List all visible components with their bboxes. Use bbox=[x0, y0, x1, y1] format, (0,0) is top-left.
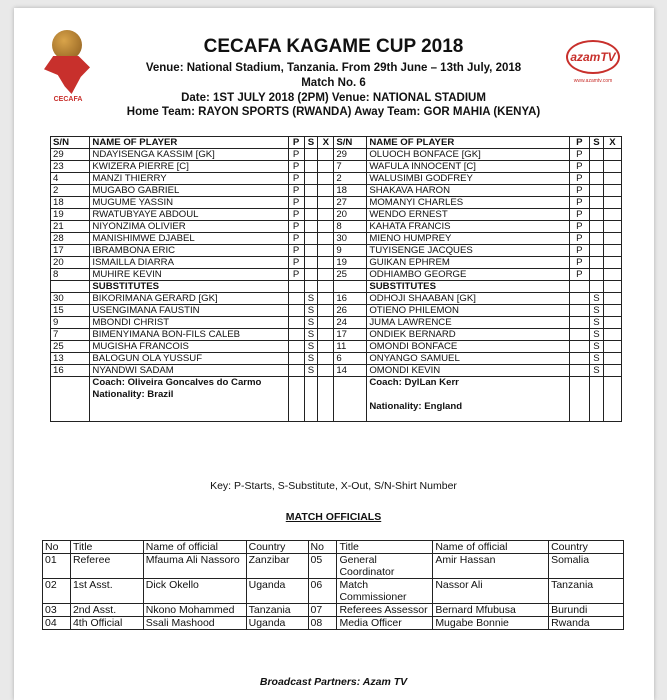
status-p: P bbox=[288, 173, 304, 185]
table-cell bbox=[318, 281, 334, 293]
player-name: MBONDI CHRIST bbox=[90, 317, 288, 329]
status-x bbox=[603, 173, 621, 185]
status-p: P bbox=[288, 257, 304, 269]
col-header: Title bbox=[337, 541, 433, 554]
status-s bbox=[304, 245, 318, 257]
player-name: ONDIEK BERNARD bbox=[367, 329, 569, 341]
status-x bbox=[318, 317, 334, 329]
official-row bbox=[43, 579, 624, 604]
official-name: Mugabe Bonnie bbox=[433, 617, 549, 630]
official-number: 04 bbox=[43, 617, 71, 630]
official-title: Referee bbox=[70, 554, 143, 579]
status-x bbox=[318, 233, 334, 245]
venue-line: Venue: National Stadium, Tanzania. From 29th June – 13th July, 2018 bbox=[145, 62, 522, 74]
shirt-number: 7 bbox=[51, 329, 90, 341]
status-p: P bbox=[569, 245, 589, 257]
official-name: Amir Hassan bbox=[433, 554, 549, 579]
starter-row bbox=[51, 221, 622, 233]
player-name: MUHIRE KEVIN bbox=[90, 269, 288, 281]
shirt-number: 25 bbox=[334, 269, 367, 281]
table-cell bbox=[569, 377, 589, 422]
col-header: NAME OF PLAYER bbox=[90, 137, 288, 149]
key-legend: Key: P-Starts, S-Substitute, X-Out, S/N-Shirt Number bbox=[210, 480, 457, 492]
status-x bbox=[318, 173, 334, 185]
status-s: S bbox=[304, 341, 318, 353]
official-title: 4th Official bbox=[70, 617, 143, 630]
status-x bbox=[318, 185, 334, 197]
official-country: Somalia bbox=[549, 554, 624, 579]
official-country: Uganda bbox=[246, 579, 308, 604]
substitutes-label: SUBSTITUTES bbox=[367, 281, 569, 293]
home-nationality: Nationality: Brazil bbox=[92, 389, 174, 400]
status-s bbox=[304, 173, 318, 185]
status-p bbox=[288, 329, 304, 341]
shirt-number: 6 bbox=[334, 353, 367, 365]
table-cell bbox=[304, 281, 318, 293]
substitute-row bbox=[51, 305, 622, 317]
shirt-number: 18 bbox=[334, 185, 367, 197]
player-name: MANZI THIERRY bbox=[90, 173, 288, 185]
shirt-number: 8 bbox=[334, 221, 367, 233]
player-name: USENGIMANA FAUSTIN bbox=[90, 305, 288, 317]
status-p: P bbox=[569, 221, 589, 233]
player-name: OMONDI BONFACE bbox=[367, 341, 569, 353]
substitutes-label: SUBSTITUTES bbox=[90, 281, 288, 293]
player-name: WENDO ERNEST bbox=[367, 209, 569, 221]
status-s: S bbox=[589, 329, 603, 341]
player-name: ODHIAMBO GEORGE bbox=[367, 269, 569, 281]
status-x bbox=[603, 341, 621, 353]
substitute-row bbox=[51, 341, 622, 353]
player-name: SHAKAVA HARON bbox=[367, 185, 569, 197]
status-s: S bbox=[589, 353, 603, 365]
substitute-row bbox=[51, 365, 622, 377]
status-p: P bbox=[569, 269, 589, 281]
shirt-number: 14 bbox=[334, 365, 367, 377]
table-cell bbox=[334, 281, 367, 293]
status-s bbox=[304, 221, 318, 233]
officials-header-row bbox=[43, 541, 624, 554]
status-x bbox=[318, 341, 334, 353]
status-p: P bbox=[288, 161, 304, 173]
status-s bbox=[589, 173, 603, 185]
shirt-number: 16 bbox=[334, 293, 367, 305]
status-s: S bbox=[589, 317, 603, 329]
home-coach-cell bbox=[90, 377, 288, 422]
table-cell bbox=[334, 377, 367, 422]
status-s: S bbox=[304, 317, 318, 329]
status-p: P bbox=[569, 209, 589, 221]
match-officials-title: MATCH OFFICIALS bbox=[285, 511, 382, 523]
official-row bbox=[43, 554, 624, 579]
status-p bbox=[569, 341, 589, 353]
table-cell bbox=[288, 377, 304, 422]
status-x bbox=[603, 197, 621, 209]
shirt-number: 29 bbox=[334, 149, 367, 161]
shirt-number: 27 bbox=[334, 197, 367, 209]
player-name: ISMAILLA DIARRA bbox=[90, 257, 288, 269]
status-p bbox=[288, 353, 304, 365]
official-name: Nassor Ali bbox=[433, 579, 549, 604]
status-s: S bbox=[589, 293, 603, 305]
table-cell bbox=[569, 281, 589, 293]
status-s: S bbox=[304, 329, 318, 341]
official-country: Rwanda bbox=[549, 617, 624, 630]
status-x bbox=[603, 149, 621, 161]
status-s: S bbox=[304, 365, 318, 377]
player-name: ONYANGO SAMUEL bbox=[367, 353, 569, 365]
shirt-number: 24 bbox=[334, 317, 367, 329]
official-title: Media Officer bbox=[337, 617, 433, 630]
status-p bbox=[288, 293, 304, 305]
table-cell bbox=[603, 377, 621, 422]
official-name: Mfauma Ali Nassoro bbox=[143, 554, 246, 579]
shirt-number: 13 bbox=[51, 353, 90, 365]
coach-row bbox=[51, 377, 622, 422]
status-s: S bbox=[589, 305, 603, 317]
status-p bbox=[569, 317, 589, 329]
status-x bbox=[603, 365, 621, 377]
shirt-number: 2 bbox=[51, 185, 90, 197]
player-name: NYANDWI SADAM bbox=[90, 365, 288, 377]
status-s: S bbox=[304, 305, 318, 317]
player-name: MUGABO GABRIEL bbox=[90, 185, 288, 197]
status-s: S bbox=[304, 293, 318, 305]
squad-table bbox=[50, 136, 622, 422]
status-p bbox=[288, 365, 304, 377]
starter-row bbox=[51, 245, 622, 257]
starter-row bbox=[51, 233, 622, 245]
shirt-number: 25 bbox=[51, 341, 90, 353]
status-p: P bbox=[288, 197, 304, 209]
shirt-number: 19 bbox=[51, 209, 90, 221]
col-header: S bbox=[304, 137, 318, 149]
table-cell bbox=[304, 377, 318, 422]
status-x bbox=[603, 245, 621, 257]
broadcast-partners: Broadcast Partners: Azam TV bbox=[259, 676, 408, 688]
shirt-number: 18 bbox=[51, 197, 90, 209]
player-name: JUMA LAWRENCE bbox=[367, 317, 569, 329]
official-number: 06 bbox=[308, 579, 337, 604]
substitute-row bbox=[51, 329, 622, 341]
status-p: P bbox=[569, 197, 589, 209]
status-x bbox=[603, 353, 621, 365]
status-x bbox=[603, 269, 621, 281]
status-p: P bbox=[569, 161, 589, 173]
player-name: MUGUME YASSIN bbox=[90, 197, 288, 209]
status-p: P bbox=[288, 233, 304, 245]
status-s: S bbox=[589, 341, 603, 353]
shirt-number: 21 bbox=[51, 221, 90, 233]
player-name: MIENO HUMPREY bbox=[367, 233, 569, 245]
status-s bbox=[589, 257, 603, 269]
status-p bbox=[569, 365, 589, 377]
player-name: ODHOJI SHAABAN [GK] bbox=[367, 293, 569, 305]
status-x bbox=[318, 293, 334, 305]
official-row bbox=[43, 617, 624, 630]
official-title: Referees Assessor bbox=[337, 604, 433, 617]
status-p: P bbox=[288, 245, 304, 257]
status-x bbox=[318, 197, 334, 209]
col-header: P bbox=[288, 137, 304, 149]
starter-row bbox=[51, 209, 622, 221]
status-p bbox=[288, 305, 304, 317]
status-p: P bbox=[569, 173, 589, 185]
status-x bbox=[318, 149, 334, 161]
player-name: KAHATA FRANCIS bbox=[367, 221, 569, 233]
shirt-number: 28 bbox=[51, 233, 90, 245]
col-header: No bbox=[308, 541, 337, 554]
official-name: Nkono Mohammed bbox=[143, 604, 246, 617]
table-cell bbox=[589, 281, 603, 293]
player-name: OTIENO PHILEMON bbox=[367, 305, 569, 317]
official-name: Ssali Mashood bbox=[143, 617, 246, 630]
status-p bbox=[288, 341, 304, 353]
status-s bbox=[589, 197, 603, 209]
col-header: Title bbox=[70, 541, 143, 554]
status-x bbox=[318, 245, 334, 257]
official-country: Tanzania bbox=[549, 579, 624, 604]
player-name: GUIKAN EPHREM bbox=[367, 257, 569, 269]
official-country: Tanzania bbox=[246, 604, 308, 617]
status-p: P bbox=[569, 185, 589, 197]
status-p: P bbox=[569, 233, 589, 245]
official-name: Dick Okello bbox=[143, 579, 246, 604]
away-coach: Coach: DylLan Kerr bbox=[369, 377, 459, 388]
squad-header-row bbox=[51, 137, 622, 149]
starter-row bbox=[51, 257, 622, 269]
starter-row bbox=[51, 149, 622, 161]
col-header: P bbox=[569, 137, 589, 149]
col-header: S bbox=[589, 137, 603, 149]
col-header: Country bbox=[246, 541, 308, 554]
shirt-number: 30 bbox=[51, 293, 90, 305]
status-s bbox=[304, 197, 318, 209]
status-s bbox=[304, 149, 318, 161]
status-x bbox=[318, 257, 334, 269]
substitutes-header-row bbox=[51, 281, 622, 293]
status-p: P bbox=[288, 185, 304, 197]
table-cell bbox=[603, 281, 621, 293]
status-x bbox=[318, 269, 334, 281]
player-name: BIKORIMANA GERARD [GK] bbox=[90, 293, 288, 305]
official-number: 05 bbox=[308, 554, 337, 579]
official-title: Match Commissioner bbox=[337, 579, 433, 604]
shirt-number: 17 bbox=[334, 329, 367, 341]
status-p: P bbox=[288, 221, 304, 233]
shirt-number: 19 bbox=[334, 257, 367, 269]
shirt-number: 29 bbox=[51, 149, 90, 161]
shirt-number: 4 bbox=[51, 173, 90, 185]
player-name: MOMANYI CHARLES bbox=[367, 197, 569, 209]
official-country: Uganda bbox=[246, 617, 308, 630]
status-x bbox=[603, 161, 621, 173]
col-header: Name of official bbox=[143, 541, 246, 554]
status-p: P bbox=[569, 149, 589, 161]
starter-row bbox=[51, 161, 622, 173]
status-x bbox=[318, 209, 334, 221]
status-s: S bbox=[304, 353, 318, 365]
col-header: Country bbox=[549, 541, 624, 554]
shirt-number: 30 bbox=[334, 233, 367, 245]
shirt-number: 9 bbox=[51, 317, 90, 329]
status-s bbox=[589, 245, 603, 257]
shirt-number: 2 bbox=[334, 173, 367, 185]
status-x bbox=[603, 209, 621, 221]
officials-table bbox=[42, 540, 624, 630]
status-s bbox=[589, 185, 603, 197]
player-name: MUGISHA FRANCOIS bbox=[90, 341, 288, 353]
status-p: P bbox=[288, 269, 304, 281]
col-header: S/N bbox=[51, 137, 90, 149]
table-cell bbox=[589, 377, 603, 422]
player-name: OMONDI KEVIN bbox=[367, 365, 569, 377]
shirt-number: 8 bbox=[51, 269, 90, 281]
table-cell bbox=[288, 281, 304, 293]
player-name: IBRAMBONA ERIC bbox=[90, 245, 288, 257]
status-p bbox=[569, 305, 589, 317]
status-x bbox=[318, 353, 334, 365]
status-s bbox=[304, 233, 318, 245]
status-s bbox=[304, 185, 318, 197]
official-country: Burundi bbox=[549, 604, 624, 617]
status-x bbox=[318, 365, 334, 377]
status-s bbox=[304, 269, 318, 281]
shirt-number: 17 bbox=[51, 245, 90, 257]
status-s bbox=[304, 209, 318, 221]
player-name: KWIZERA PIERRE [C] bbox=[90, 161, 288, 173]
status-s bbox=[589, 221, 603, 233]
status-s bbox=[589, 149, 603, 161]
status-p: P bbox=[288, 209, 304, 221]
col-header: X bbox=[318, 137, 334, 149]
away-coach-cell bbox=[367, 377, 569, 422]
status-x bbox=[318, 305, 334, 317]
player-name: BALOGUN OLA YUSSUF bbox=[90, 353, 288, 365]
status-p bbox=[288, 317, 304, 329]
teams-line: Home Team: RAYON SPORTS (RWANDA) Away Team: GOR MAHIA (KENYA) bbox=[126, 106, 541, 118]
official-country: Zanzibar bbox=[246, 554, 308, 579]
official-title: 2nd Asst. bbox=[70, 604, 143, 617]
status-x bbox=[603, 221, 621, 233]
substitute-row bbox=[51, 293, 622, 305]
player-name: MANISHIMWE DJABEL bbox=[90, 233, 288, 245]
match-number: Match No. 6 bbox=[301, 77, 366, 89]
starter-row bbox=[51, 269, 622, 281]
shirt-number: 9 bbox=[334, 245, 367, 257]
official-number: 08 bbox=[308, 617, 337, 630]
status-x bbox=[318, 221, 334, 233]
substitute-row bbox=[51, 317, 622, 329]
status-p bbox=[569, 293, 589, 305]
table-cell bbox=[318, 377, 334, 422]
status-s bbox=[589, 269, 603, 281]
shirt-number: 23 bbox=[51, 161, 90, 173]
status-x bbox=[318, 329, 334, 341]
status-p: P bbox=[288, 149, 304, 161]
status-s: S bbox=[589, 365, 603, 377]
shirt-number: 20 bbox=[334, 209, 367, 221]
status-s bbox=[589, 209, 603, 221]
player-name: RWATUBYAYE ABDOUL bbox=[90, 209, 288, 221]
official-number: 01 bbox=[43, 554, 71, 579]
official-name: Bernard Mfubusa bbox=[433, 604, 549, 617]
cecafa-logo-caption: CECAFA bbox=[53, 96, 83, 103]
col-header: NAME OF PLAYER bbox=[367, 137, 569, 149]
status-x bbox=[603, 305, 621, 317]
official-number: 02 bbox=[43, 579, 71, 604]
starter-row bbox=[51, 173, 622, 185]
substitute-row bbox=[51, 353, 622, 365]
player-name: NIYONZIMA OLIVIER bbox=[90, 221, 288, 233]
shirt-number: 16 bbox=[51, 365, 90, 377]
shirt-number: 20 bbox=[51, 257, 90, 269]
shirt-number: 11 bbox=[334, 341, 367, 353]
table-cell bbox=[51, 377, 90, 422]
col-header: Name of official bbox=[433, 541, 549, 554]
table-cell bbox=[51, 281, 90, 293]
status-p bbox=[569, 329, 589, 341]
status-s bbox=[589, 233, 603, 245]
status-x bbox=[603, 185, 621, 197]
official-row bbox=[43, 604, 624, 617]
shirt-number: 26 bbox=[334, 305, 367, 317]
status-x bbox=[603, 317, 621, 329]
official-title: 1st Asst. bbox=[70, 579, 143, 604]
status-x bbox=[603, 233, 621, 245]
azamtv-logo-text: azamTV bbox=[570, 50, 616, 64]
player-name: WAFULA INNOCENT [C] bbox=[367, 161, 569, 173]
date-line: Date: 1ST JULY 2018 (2PM) Venue: NATIONAL STADIUM bbox=[181, 92, 486, 104]
status-x bbox=[603, 293, 621, 305]
status-p bbox=[569, 353, 589, 365]
status-x bbox=[318, 161, 334, 173]
azamtv-logo-url: www.azamtv.com bbox=[573, 78, 613, 84]
official-number: 07 bbox=[308, 604, 337, 617]
status-x bbox=[603, 257, 621, 269]
starter-row bbox=[51, 185, 622, 197]
status-x bbox=[603, 329, 621, 341]
status-s bbox=[304, 161, 318, 173]
shirt-number: 7 bbox=[334, 161, 367, 173]
starter-row bbox=[51, 197, 622, 209]
shirt-number: 15 bbox=[51, 305, 90, 317]
status-p: P bbox=[569, 257, 589, 269]
status-s bbox=[589, 161, 603, 173]
player-name: BIMENYIMANA BON-FILS CALEB bbox=[90, 329, 288, 341]
col-header: No bbox=[43, 541, 71, 554]
official-title: General Coordinator bbox=[337, 554, 433, 579]
page-title: CECAFA KAGAME CUP 2018 bbox=[203, 36, 464, 57]
player-name: TUYISENGE JACQUES bbox=[367, 245, 569, 257]
away-nationality: Nationality: England bbox=[369, 401, 463, 412]
status-s bbox=[304, 257, 318, 269]
col-header: X bbox=[603, 137, 621, 149]
official-number: 03 bbox=[43, 604, 71, 617]
col-header: S/N bbox=[334, 137, 367, 149]
player-name: OLUOCH BONFACE [GK] bbox=[367, 149, 569, 161]
home-coach: Coach: Oliveira Goncalves do Carmo bbox=[92, 377, 262, 388]
player-name: NDAYISENGA KASSIM [GK] bbox=[90, 149, 288, 161]
player-name: WALUSIMBI GODFREY bbox=[367, 173, 569, 185]
